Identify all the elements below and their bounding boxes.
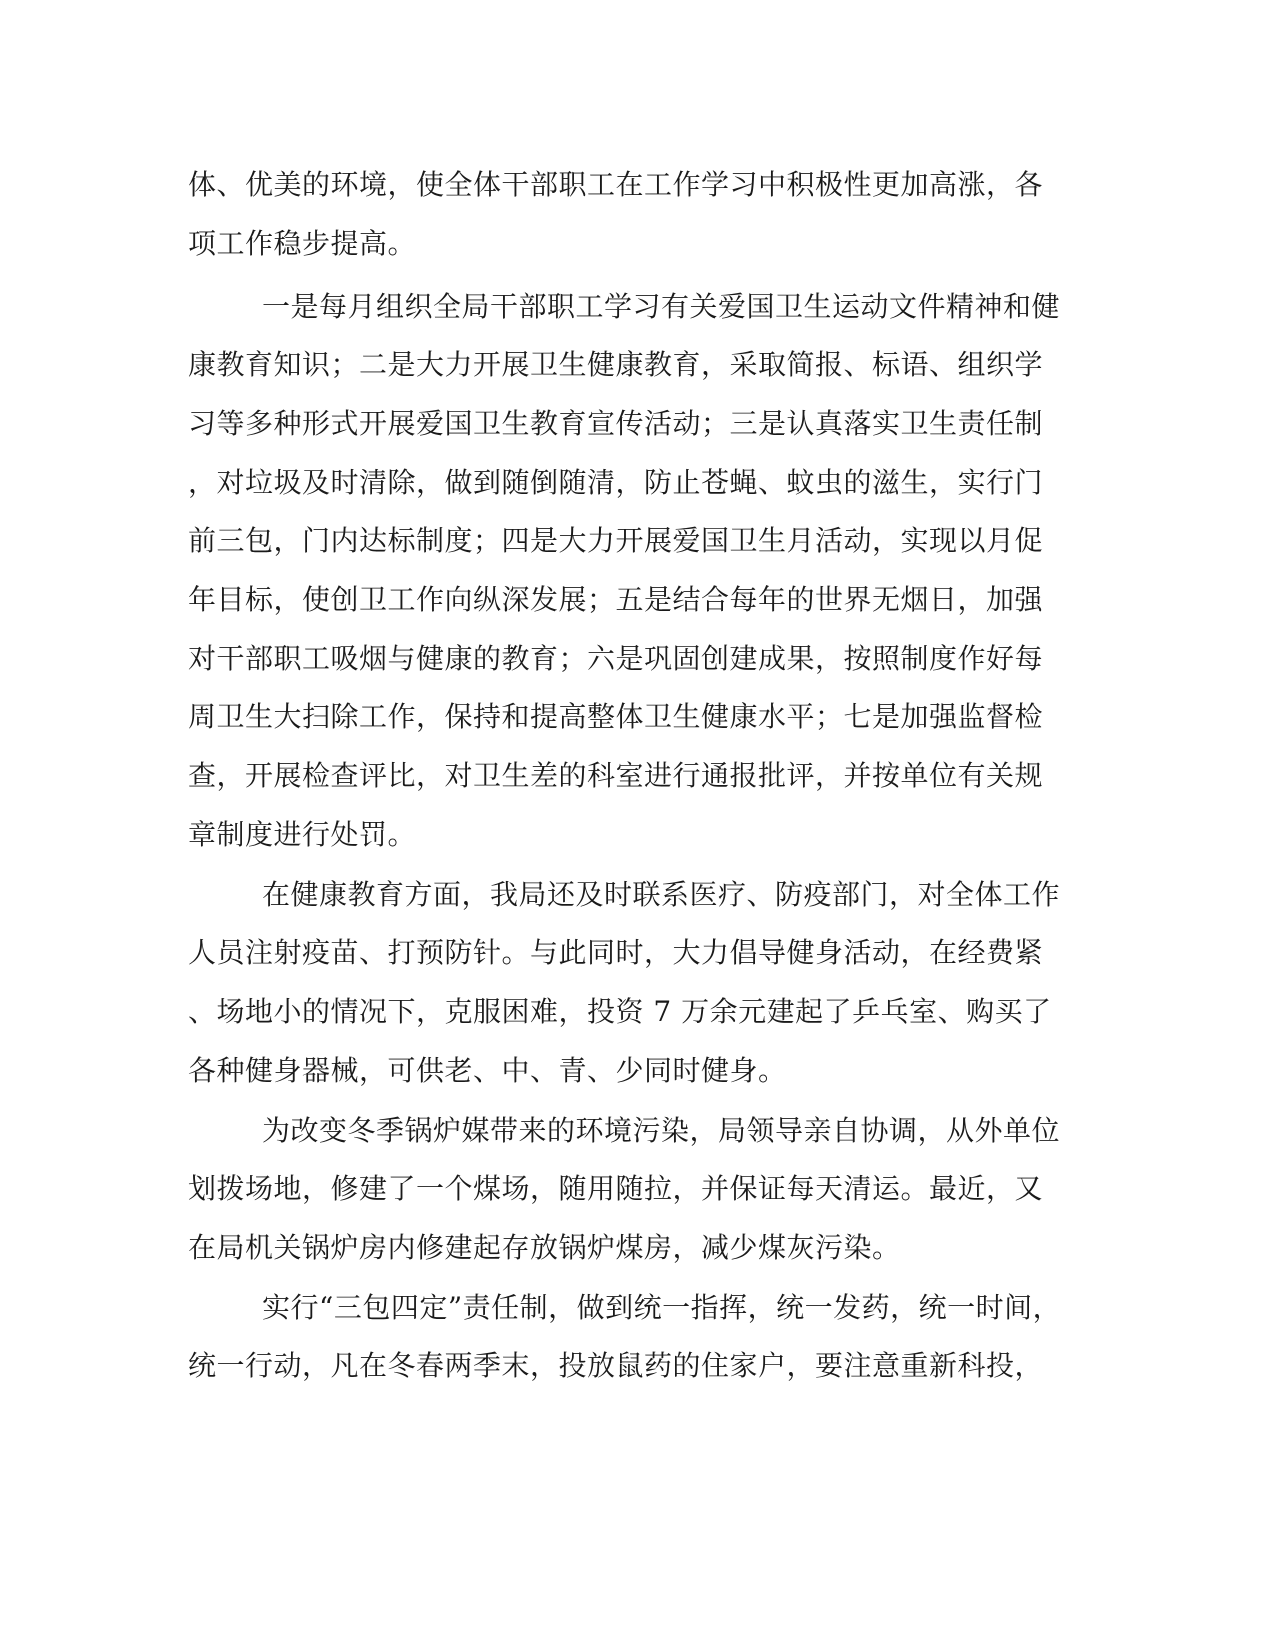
paragraph-start-line: 在健康教育方面，我局还及时联系医疗、防疫部门，对全体工作: [262, 878, 1061, 911]
text-line: 人员注射疫苗、打预防针。与此同时，大力倡导健身活动，在经费紧: [188, 936, 1044, 969]
text-line: 年目标，使创卫工作向纵深发展；五是结合每年的世界无烟日，加强: [188, 583, 1044, 616]
text-line: 周卫生大扫除工作，保持和提高整体卫生健康水平；七是加强监督检: [188, 700, 1044, 733]
paragraph-start-line: 一是每月组织全局干部职工学习有关爱国卫生运动文件精神和健: [262, 290, 1061, 323]
text-line: 习等多种形式开展爱国卫生教育宣传活动；三是认真落实卫生责任制: [188, 407, 1044, 440]
text-line: 项工作稳步提高。: [188, 227, 417, 260]
text-line: 查，开展检查评比，对卫生差的科室进行通报批评，并按单位有关规: [188, 759, 1044, 792]
text-line: 、场地小的情况下，克服困难，投资 7 万余元建起了乒乓室、购买了: [188, 995, 1052, 1028]
text-line: 在局机关锅炉房内修建起存放锅炉煤房，减少煤灰污染。: [188, 1231, 901, 1264]
text-line: 章制度进行处罚。: [188, 818, 417, 851]
text-line: 划拨场地，修建了一个煤场，随用随拉，并保证每天清运。最近，又: [188, 1172, 1044, 1205]
text-line: 体、优美的环境，使全体干部职工在工作学习中积极性更加高涨，各: [188, 168, 1044, 201]
paragraph-start-line: 实行“三包四定”责任制，做到统一指挥，统一发药，统一时间，: [262, 1291, 1062, 1324]
text-line: 统一行动，凡在冬春两季末，投放鼠药的住家户，要注意重新科投，: [188, 1349, 1044, 1382]
text-line: 前三包，门内达标制度；四是大力开展爱国卫生月活动，实现以月促: [188, 524, 1044, 557]
text-line: 对干部职工吸烟与健康的教育；六是巩固创建成果，按照制度作好每: [188, 642, 1044, 675]
text-line: 各种健身器械，可供老、中、青、少同时健身。: [188, 1054, 787, 1087]
paragraph-start-line: 为改变冬季锅炉媒带来的环境污染，局领导亲自协调，从外单位: [262, 1114, 1061, 1147]
text-line: ，对垃圾及时清除，做到随倒随清，防止苍蝇、蚊虫的滋生，实行门: [188, 466, 1044, 499]
text-line: 康教育知识；二是大力开展卫生健康教育，采取简报、标语、组织学: [188, 348, 1044, 381]
